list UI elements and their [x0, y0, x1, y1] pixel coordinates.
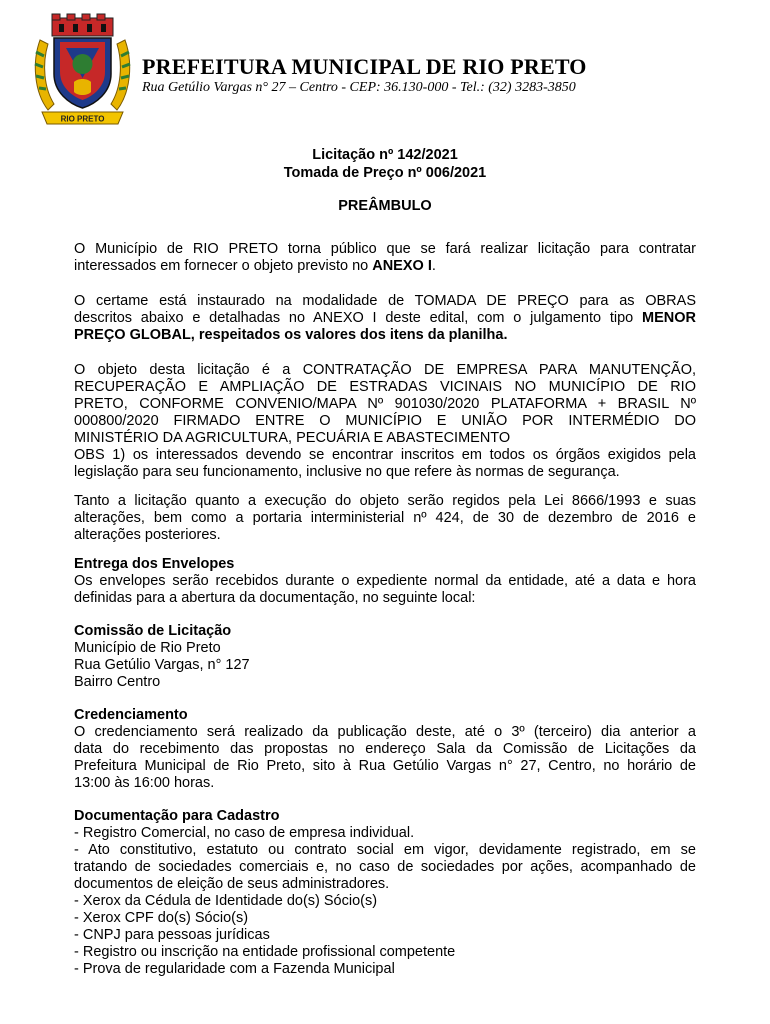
paragraph-line: MINISTÉRIO DA AGRICULTURA, PECUÁRIA E ABASTECIMENTO — [74, 430, 511, 446]
paragraph-2 — [74, 293, 696, 344]
section-entrega — [74, 556, 696, 607]
section-line: Município de Rio Preto — [74, 640, 221, 656]
list-item: - Xerox CPF do(s) Sócio(s) — [74, 910, 249, 926]
header-address: Rua Getúlio Vargas n° 27 – Centro - CEP: 36.130-000 - Tel.: (32) 3283-3850 — [142, 80, 576, 95]
paragraph-text: . — [431, 258, 436, 274]
paragraph-line: OBS 1) os interessados devendo se encontrar inscritos em todos os órgãos exigidos pela — [74, 447, 696, 463]
section-line: Prefeitura Municipal de Rio Preto, sito à Rua Getúlio Vargas n° 27, Centro, no horário de — [74, 758, 696, 774]
list-item: - CNPJ para pessoas jurídicas — [74, 927, 270, 943]
paragraph-line: alterações posteriores. — [74, 527, 221, 543]
paragraph-line: legislação para seu funcionamento, inclusive no que refere às normas de segurança. — [74, 464, 620, 480]
paragraph-3 — [74, 362, 696, 481]
section-line: 13:00 às 16:00 horas. — [74, 775, 215, 791]
section-line: Rua Getúlio Vargas, n° 127 — [74, 657, 250, 673]
section-heading: Entrega dos Envelopes — [74, 556, 235, 572]
licitacao-number: Licitação nº 142/2021 — [312, 147, 458, 163]
list-item: - Registro ou inscrição na entidade profissional competente — [74, 944, 456, 960]
paragraph-line: Tanto a licitação quanto a execução do objeto serão regidos pela Lei 8666/1993 e suas — [74, 493, 696, 509]
list-item: - Ato constitutivo, estatuto ou contrato social em vigor, devidamente registrado, em se — [74, 842, 696, 858]
section-heading: Documentação para Cadastro — [74, 808, 280, 824]
paragraph-text: descritos abaixo e detalhadas no ANEXO I deste edital, com o julgamento tipo — [74, 310, 643, 326]
section-documentacao — [74, 808, 696, 978]
paragraph-text: interessados em fornecer o objeto previsto no — [74, 258, 373, 274]
section-credenciamento — [74, 707, 696, 792]
municipal-crest-logo — [30, 12, 135, 130]
section-heading: Comissão de Licitação — [74, 623, 232, 639]
list-item: - Prova de regularidade com a Fazenda Municipal — [74, 961, 395, 977]
paragraph-line: alterações, bem como a portaria interministerial nº 424, de 30 de dezembro de 2016 e — [74, 510, 696, 526]
paragraph-line: O objeto desta licitação é a CONTRATAÇÃO DE EMPRESA PARA MANUTENÇÃO, — [74, 362, 696, 378]
list-item: - Registro Comercial, no caso de empresa individual. — [74, 825, 415, 841]
paragraph-line-bold: PREÇO GLOBAL, respeitados os valores dos itens da planilha. — [74, 327, 508, 343]
list-item: - Xerox da Cédula de Identidade do(s) Sócio(s) — [74, 893, 378, 909]
paragraph-line: PRETO, CONFORME CONVENIO/MAPA Nº 901030/2020 PLATAFORMA + BRASIL Nº — [74, 396, 696, 412]
list-item: tratando de sociedades comerciais e, no caso de sociedades por ações, acompanhado de — [74, 859, 696, 875]
section-comissao — [74, 623, 696, 691]
section-line: definidas para a abertura da documentação, no seguinte local: — [74, 590, 476, 606]
paragraph-line: 000800/2020 FIRMADO ENTRE O MUNICÍPIO E UNIÃO POR INTERMÉDIO DO — [74, 413, 696, 429]
anexo-reference: ANEXO I — [372, 258, 432, 274]
section-line: data do recebimento das propostas no endereço Sala da Comissão de Licitações da — [74, 741, 696, 757]
paragraph-4 — [74, 493, 696, 544]
paragraph-line — [74, 310, 696, 327]
tomada-number: Tomada de Preço nº 006/2021 — [283, 165, 487, 181]
paragraph-1 — [74, 241, 696, 275]
paragraph-line: O Município de RIO PRETO torna público que se fará realizar licitação para contratar — [74, 241, 696, 257]
paragraph-line: RECUPERAÇÃO E AMPLIAÇÃO DE ESTRADAS VICINAIS NO MUNICÍPIO DE RIO — [74, 379, 696, 395]
paragraph-line: O certame está instaurado na modalidade de TOMADA DE PREÇO para as OBRAS — [74, 293, 696, 309]
section-line: Bairro Centro — [74, 674, 161, 690]
section-line: Os envelopes serão recebidos durante o expediente normal da entidade, até a data e hora — [74, 573, 696, 589]
section-heading: Credenciamento — [74, 707, 188, 723]
list-item: documentos de eleição de seus administradores. — [74, 876, 390, 892]
preambulo-heading: PREÂMBULO — [338, 198, 432, 214]
section-line: O credenciamento será realizado da publicação deste, até o 3º (terceiro) dia anterior a — [74, 724, 696, 740]
paragraph-line — [74, 258, 696, 275]
header-title: PREFEITURA MUNICIPAL DE RIO PRETO — [142, 54, 587, 79]
crest-ribbon-text: RIO PRETO — [60, 114, 105, 124]
bold-text: MENOR — [642, 310, 696, 326]
